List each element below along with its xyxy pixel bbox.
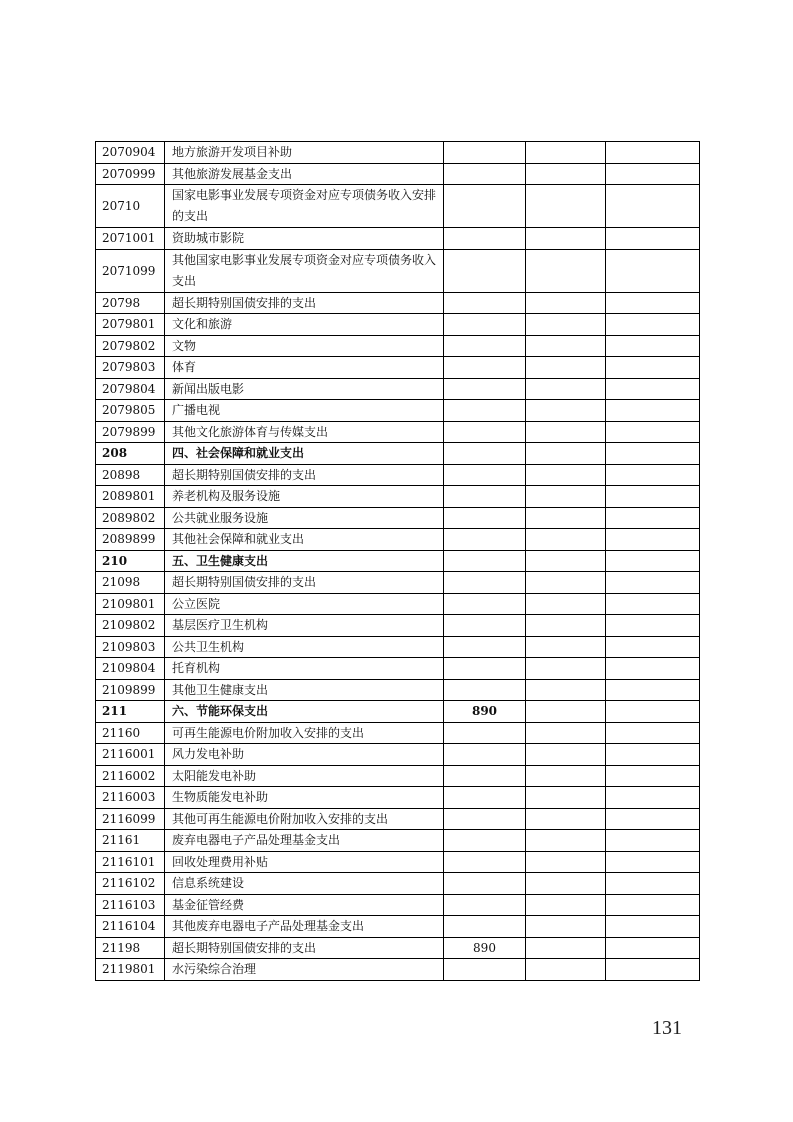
- value-cell-2: [526, 421, 606, 443]
- value-cell-3: [606, 314, 700, 336]
- value-cell-2: [526, 894, 606, 916]
- code-cell: 21160: [96, 722, 165, 744]
- value-cell-1: [444, 228, 526, 250]
- code-cell: 20710: [96, 185, 165, 228]
- value-cell-1: [444, 249, 526, 292]
- code-cell: 2109804: [96, 658, 165, 680]
- table-row: [96, 421, 700, 443]
- name-cell: 其他可再生能源电价附加收入安排的支出: [165, 808, 444, 830]
- table-row: [96, 378, 700, 400]
- code-cell: 20898: [96, 464, 165, 486]
- value-cell-3: [606, 722, 700, 744]
- value-cell-3: [606, 701, 700, 723]
- value-cell-3: [606, 142, 700, 164]
- value-cell-2: [526, 765, 606, 787]
- name-cell: 可再生能源电价附加收入安排的支出: [165, 722, 444, 744]
- value-cell-1: [444, 443, 526, 465]
- value-cell-1: 890: [444, 937, 526, 959]
- name-cell: 生物质能发电补助: [165, 787, 444, 809]
- code-cell: 2079802: [96, 335, 165, 357]
- table-row: [96, 529, 700, 551]
- value-cell-1: [444, 507, 526, 529]
- name-cell: 其他旅游发展基金支出: [165, 163, 444, 185]
- value-cell-1: [444, 400, 526, 422]
- table-row: [96, 787, 700, 809]
- value-cell-1: [444, 722, 526, 744]
- budget-table: [95, 141, 700, 981]
- table-row: [96, 572, 700, 594]
- code-cell: 2109802: [96, 615, 165, 637]
- value-cell-1: [444, 529, 526, 551]
- value-cell-2: [526, 615, 606, 637]
- name-cell: 废弃电器电子产品处理基金支出: [165, 830, 444, 852]
- value-cell-2: [526, 916, 606, 938]
- value-cell-2: [526, 873, 606, 895]
- value-cell-3: [606, 507, 700, 529]
- table-row: [96, 765, 700, 787]
- code-cell: 2089801: [96, 486, 165, 508]
- table-row: [96, 808, 700, 830]
- value-cell-2: [526, 830, 606, 852]
- name-cell: 公立医院: [165, 593, 444, 615]
- value-cell-2: [526, 529, 606, 551]
- value-cell-1: [444, 486, 526, 508]
- value-cell-2: [526, 744, 606, 766]
- value-cell-1: [444, 142, 526, 164]
- value-cell-2: [526, 851, 606, 873]
- code-cell: 2071099: [96, 249, 165, 292]
- table-row: [96, 701, 700, 723]
- code-cell: 2116001: [96, 744, 165, 766]
- name-cell: 地方旅游开发项目补助: [165, 142, 444, 164]
- table-row: [96, 744, 700, 766]
- value-cell-3: [606, 916, 700, 938]
- code-cell: 2116104: [96, 916, 165, 938]
- value-cell-3: [606, 572, 700, 594]
- value-cell-1: [444, 292, 526, 314]
- value-cell-2: [526, 314, 606, 336]
- value-cell-2: [526, 550, 606, 572]
- value-cell-1: [444, 593, 526, 615]
- value-cell-1: [444, 894, 526, 916]
- name-cell: 基层医疗卫生机构: [165, 615, 444, 637]
- table-row: [96, 314, 700, 336]
- value-cell-3: [606, 830, 700, 852]
- value-cell-3: [606, 249, 700, 292]
- value-cell-3: [606, 292, 700, 314]
- value-cell-3: [606, 873, 700, 895]
- value-cell-2: [526, 378, 606, 400]
- table-row: [96, 851, 700, 873]
- value-cell-3: [606, 615, 700, 637]
- value-cell-1: [444, 357, 526, 379]
- value-cell-3: [606, 894, 700, 916]
- table-row: [96, 593, 700, 615]
- value-cell-3: [606, 335, 700, 357]
- value-cell-3: [606, 808, 700, 830]
- value-cell-1: [444, 787, 526, 809]
- name-cell: 太阳能发电补助: [165, 765, 444, 787]
- value-cell-1: [444, 679, 526, 701]
- value-cell-1: [444, 744, 526, 766]
- value-cell-2: [526, 507, 606, 529]
- table-row: [96, 830, 700, 852]
- value-cell-1: [444, 550, 526, 572]
- code-cell: 2079804: [96, 378, 165, 400]
- table-row: [96, 335, 700, 357]
- value-cell-3: [606, 378, 700, 400]
- value-cell-2: [526, 937, 606, 959]
- name-cell: 五、卫生健康支出: [165, 550, 444, 572]
- code-cell: 2079805: [96, 400, 165, 422]
- table-row: [96, 959, 700, 981]
- value-cell-1: [444, 378, 526, 400]
- name-cell: 超长期特别国债安排的支出: [165, 937, 444, 959]
- code-cell: 2116003: [96, 787, 165, 809]
- value-cell-3: [606, 443, 700, 465]
- value-cell-2: [526, 228, 606, 250]
- table-row: [96, 894, 700, 916]
- value-cell-1: [444, 916, 526, 938]
- value-cell-3: [606, 421, 700, 443]
- page-number: 131: [652, 1017, 682, 1039]
- table-row: [96, 443, 700, 465]
- value-cell-1: [444, 185, 526, 228]
- value-cell-2: [526, 701, 606, 723]
- code-cell: 2116102: [96, 873, 165, 895]
- value-cell-2: [526, 142, 606, 164]
- value-cell-1: [444, 959, 526, 981]
- table-row: [96, 464, 700, 486]
- name-cell: 信息系统建设: [165, 873, 444, 895]
- value-cell-2: [526, 959, 606, 981]
- code-cell: 20798: [96, 292, 165, 314]
- code-cell: 2070999: [96, 163, 165, 185]
- table-row: [96, 722, 700, 744]
- code-cell: 2119801: [96, 959, 165, 981]
- value-cell-2: [526, 658, 606, 680]
- table-row: [96, 873, 700, 895]
- code-cell: 2089802: [96, 507, 165, 529]
- table-row: [96, 292, 700, 314]
- value-cell-1: 890: [444, 701, 526, 723]
- value-cell-3: [606, 636, 700, 658]
- table-row: [96, 357, 700, 379]
- name-cell: 四、社会保障和就业支出: [165, 443, 444, 465]
- value-cell-2: [526, 787, 606, 809]
- value-cell-3: [606, 550, 700, 572]
- value-cell-2: [526, 486, 606, 508]
- value-cell-3: [606, 593, 700, 615]
- code-cell: 2116002: [96, 765, 165, 787]
- value-cell-1: [444, 572, 526, 594]
- value-cell-2: [526, 443, 606, 465]
- table-row: [96, 249, 700, 292]
- name-cell: 国家电影事业发展专项资金对应专项债务收入安排的支出: [165, 185, 444, 228]
- value-cell-3: [606, 959, 700, 981]
- code-cell: 210: [96, 550, 165, 572]
- code-cell: 2116099: [96, 808, 165, 830]
- value-cell-1: [444, 163, 526, 185]
- name-cell: 新闻出版电影: [165, 378, 444, 400]
- value-cell-3: [606, 228, 700, 250]
- value-cell-1: [444, 636, 526, 658]
- table-row: [96, 507, 700, 529]
- value-cell-3: [606, 357, 700, 379]
- code-cell: 2071001: [96, 228, 165, 250]
- value-cell-3: [606, 937, 700, 959]
- value-cell-2: [526, 722, 606, 744]
- code-cell: 21098: [96, 572, 165, 594]
- name-cell: 风力发电补助: [165, 744, 444, 766]
- value-cell-2: [526, 357, 606, 379]
- name-cell: 其他文化旅游体育与传媒支出: [165, 421, 444, 443]
- name-cell: 基金征管经费: [165, 894, 444, 916]
- code-cell: 2109899: [96, 679, 165, 701]
- name-cell: 其他卫生健康支出: [165, 679, 444, 701]
- name-cell: 养老机构及服务设施: [165, 486, 444, 508]
- code-cell: 2070904: [96, 142, 165, 164]
- value-cell-3: [606, 851, 700, 873]
- name-cell: 其他社会保障和就业支出: [165, 529, 444, 551]
- value-cell-2: [526, 464, 606, 486]
- value-cell-3: [606, 658, 700, 680]
- value-cell-2: [526, 400, 606, 422]
- value-cell-2: [526, 292, 606, 314]
- value-cell-1: [444, 314, 526, 336]
- value-cell-1: [444, 335, 526, 357]
- value-cell-2: [526, 679, 606, 701]
- name-cell: 资助城市影院: [165, 228, 444, 250]
- name-cell: 超长期特别国债安排的支出: [165, 572, 444, 594]
- name-cell: 回收处理费用补贴: [165, 851, 444, 873]
- code-cell: 2089899: [96, 529, 165, 551]
- table-row: [96, 550, 700, 572]
- value-cell-1: [444, 615, 526, 637]
- value-cell-1: [444, 421, 526, 443]
- code-cell: 2109801: [96, 593, 165, 615]
- code-cell: 2079803: [96, 357, 165, 379]
- name-cell: 六、节能环保支出: [165, 701, 444, 723]
- name-cell: 超长期特别国债安排的支出: [165, 292, 444, 314]
- value-cell-2: [526, 185, 606, 228]
- value-cell-3: [606, 486, 700, 508]
- table-row: [96, 658, 700, 680]
- name-cell: 其他废弃电器电子产品处理基金支出: [165, 916, 444, 938]
- table-row: [96, 937, 700, 959]
- name-cell: 文化和旅游: [165, 314, 444, 336]
- value-cell-3: [606, 185, 700, 228]
- table-row: [96, 916, 700, 938]
- value-cell-2: [526, 249, 606, 292]
- value-cell-3: [606, 464, 700, 486]
- value-cell-1: [444, 851, 526, 873]
- value-cell-1: [444, 873, 526, 895]
- code-cell: 2079899: [96, 421, 165, 443]
- value-cell-2: [526, 335, 606, 357]
- code-cell: 2109803: [96, 636, 165, 658]
- value-cell-3: [606, 765, 700, 787]
- code-cell: 21161: [96, 830, 165, 852]
- value-cell-2: [526, 636, 606, 658]
- name-cell: 超长期特别国债安排的支出: [165, 464, 444, 486]
- code-cell: 2079801: [96, 314, 165, 336]
- table-row: [96, 185, 700, 228]
- table-row: [96, 636, 700, 658]
- value-cell-2: [526, 808, 606, 830]
- table-body: [96, 142, 700, 981]
- table-row: [96, 486, 700, 508]
- name-cell: 体育: [165, 357, 444, 379]
- value-cell-1: [444, 830, 526, 852]
- code-cell: 2116103: [96, 894, 165, 916]
- value-cell-3: [606, 679, 700, 701]
- name-cell: 托育机构: [165, 658, 444, 680]
- value-cell-3: [606, 787, 700, 809]
- table-row: [96, 142, 700, 164]
- code-cell: 211: [96, 701, 165, 723]
- code-cell: 2116101: [96, 851, 165, 873]
- table-row: [96, 163, 700, 185]
- value-cell-3: [606, 744, 700, 766]
- value-cell-1: [444, 765, 526, 787]
- name-cell: 公共卫生机构: [165, 636, 444, 658]
- value-cell-2: [526, 572, 606, 594]
- name-cell: 水污染综合治理: [165, 959, 444, 981]
- table-row: [96, 228, 700, 250]
- code-cell: 208: [96, 443, 165, 465]
- name-cell: 文物: [165, 335, 444, 357]
- value-cell-3: [606, 529, 700, 551]
- table-row: [96, 679, 700, 701]
- name-cell: 其他国家电影事业发展专项资金对应专项债务收入支出: [165, 249, 444, 292]
- value-cell-3: [606, 163, 700, 185]
- value-cell-3: [606, 400, 700, 422]
- value-cell-1: [444, 464, 526, 486]
- table-row: [96, 400, 700, 422]
- name-cell: 广播电视: [165, 400, 444, 422]
- name-cell: 公共就业服务设施: [165, 507, 444, 529]
- code-cell: 21198: [96, 937, 165, 959]
- table-row: [96, 615, 700, 637]
- value-cell-2: [526, 593, 606, 615]
- value-cell-2: [526, 163, 606, 185]
- value-cell-1: [444, 808, 526, 830]
- value-cell-1: [444, 658, 526, 680]
